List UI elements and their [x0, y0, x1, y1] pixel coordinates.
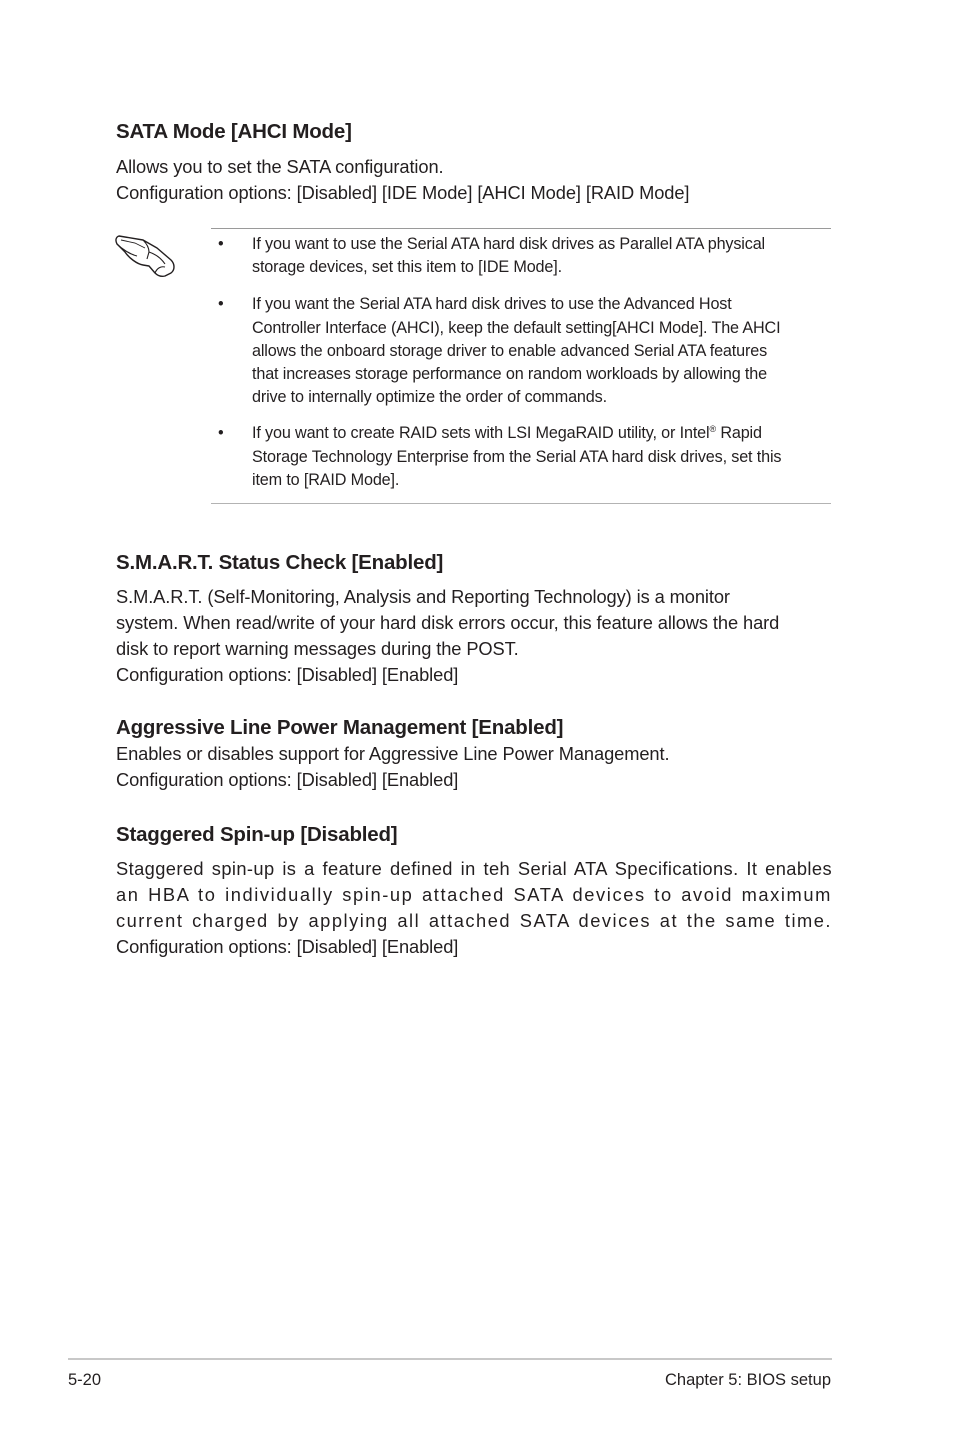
note-item-ide — [216, 233, 832, 279]
chapter-label: Chapter 5: BIOS setup — [664, 1371, 831, 1389]
bullet: • — [218, 235, 224, 253]
pointing-hand-icon — [113, 226, 179, 278]
note-line: Storage Technology Enterprise from the Serial ATA hard disk drives, set this — [252, 447, 782, 466]
alpm-title: Aggressive Line Power Management [Enabled] — [116, 716, 564, 739]
note-list — [216, 233, 832, 492]
note-line: item to [RAID Mode]. — [252, 470, 400, 489]
alpm-description: Enables or disables support for Aggressive Line Power Management. Configuration options: [Disabled] [Enabled] — [116, 743, 670, 790]
note-item-ahci — [216, 293, 832, 409]
sata-mode-title: SATA Mode [AHCI Mode] — [116, 120, 352, 143]
note-item-raid — [216, 422, 832, 492]
note-line: storage devices, set this item to [IDE Mode]. — [252, 258, 562, 277]
note-line: If you want the Serial ATA hard disk drives to use the Advanced Host — [252, 295, 732, 314]
note-line: If you want to use the Serial ATA hard disk drives as Parallel ATA physical — [252, 235, 765, 253]
footer-rule — [68, 1358, 832, 1360]
registered-mark: ® — [709, 424, 716, 435]
note-line: drive to internally optimize the order of commands. — [252, 388, 607, 407]
page-number: 5-20 — [68, 1371, 102, 1389]
sata-mode-description: Allows you to set the SATA configuration. Configuration options: [Disabled] [IDE Mode] [AHCI Mode] [RAID Mode] — [116, 156, 690, 203]
note-line: allows the onboard storage driver to enable advanced Serial ATA features — [252, 341, 768, 360]
spinup-description: Staggered spin-up is a feature defined in teh Serial ATA Specifications. It enables an HBA to individually spin-up attached SATA devices to avoid maximum current charged by applying all attached SATA devices at the same time. Configuration options: [Disabled] [Enabled] — [116, 858, 832, 957]
note-line: If you want to create RAID sets with LSI MegaRAID utility, or Intel® Rapid — [252, 424, 762, 443]
bullet: • — [218, 424, 224, 443]
spinup-title: Staggered Spin-up [Disabled] — [116, 823, 398, 846]
bullet: • — [218, 295, 224, 314]
note-line: that increases storage performance on random workloads by allowing the — [252, 365, 767, 384]
smart-description: S.M.A.R.T. (Self-Monitoring, Analysis and Reporting Technology) is a monitor system. When read/write of your hard disk errors occur, this feature allows the hard disk to report warning messages during the POST. Configuration options: [Disabled] [Enabled] — [116, 586, 780, 685]
note-line: Controller Interface (AHCI), keep the default setting[AHCI Mode]. The AHCI — [252, 318, 781, 337]
smart-title: S.M.A.R.T. Status Check [Enabled] — [116, 551, 444, 574]
